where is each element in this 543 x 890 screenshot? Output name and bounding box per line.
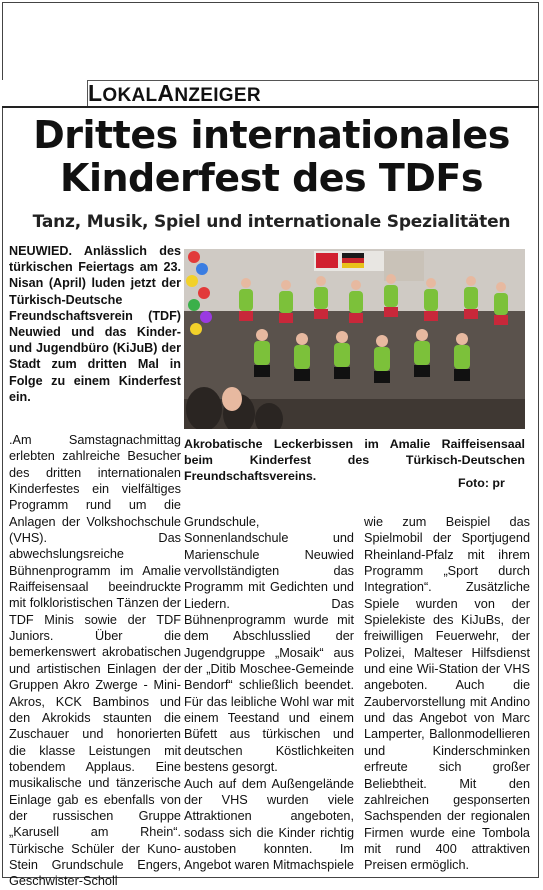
headline: [0, 114, 543, 200]
body-paragraph: wie zum Beispiel das Spielmobil der Sportjugend Rheinland-Pfalz mit ihrem Programm „Sport durch Integration“. Zusätzliche Spiele wurden von der Spielekiste des KiJuBs, der freiwilligen Feuerwehr, der Polizei, Malteser Hilfsdienst und eine Wii-Station der VHS angeboten. Auch die Zaubervorstellung mit Andino und das Angebot von Marc Lamperter, Ballonmodellieren und Kinderschminken erfreute sich großer Beliebtheit. Mit den zahlreichen gesponserten Sachspenden der regionalen Firmen wurde eine Tombola mit rund 400 attraktiven Preisen ermöglich.: [364, 515, 530, 873]
masthead-left-box: [2, 80, 88, 106]
body-paragraph: Auch auf dem Außengelände der VHS wurden viele Attraktionen angeboten, sodass sich die Kinder richtig austoben konnten. Im Angebot waren Mitmachspiele: [184, 776, 354, 873]
lead-paragraph: NEUWIED. Anlässlich des türkischen Feiertags am 23. Nisan (April) luden jetzt der Türkisch-Deutsche Freundschaftsverein (TDF) Neuwied und das Kinder- und Jugendbüro (KiJuB) der Stadt zum dritten Mal in Folge zu einem Kinderfest ein.: [9, 244, 181, 404]
body-column-2: [184, 514, 354, 874]
masthead: [88, 80, 261, 106]
article-photo: [184, 249, 525, 429]
headline-line-1: Drittes internationales: [33, 113, 510, 157]
photo-illustration: [184, 249, 525, 429]
body-column-3: [364, 514, 530, 874]
masthead-title: LOKALANZEIGER: [88, 80, 261, 106]
headline-line-2: Kinderfest des TDFs: [60, 156, 483, 200]
masthead-rule-bottom: [2, 106, 539, 108]
photo-caption: Akrobatische Leckerbissen im Amalie Raiffeisensaal beim Kinderfest des Türkisch-Deutschen Freundschaftsvereins.: [184, 437, 525, 483]
body-paragraph: .Am Samstagnachmittag erlebten zahlreiche Besucher des dritten internationalen Kinderfestes ein vielfältiges Programm rund um die Anlagen der Volkshochschule (VHS). Das abwechslungsreiche Bühnenprogramm im Amalie Raiffeisensaal beeindruckte mit folkloristischen Tänzen der TDF Minis sowie der TDF Juniors. Über die bemerkenswert akrobatischen und artistischen Einlagen der Gruppen Akro Zwerge - Mini-Akros, KCK Bambinos und den Akrokids staunten die Zuschauer und honorierten die klasse Leistungen mit tobendem Applaus. Eine musikalische und tänzerische Einlage gab es ebenfalls von der russischen Gruppe „Karusell am Rhein“. Türkische Schüler der Kuno-Stein Grundschule Engers, Geschwister-Scholl: [9, 433, 181, 889]
subheadline: Tanz, Musik, Spiel und internationale Spezialitäten: [32, 212, 511, 232]
body-paragraph: Grundschule, Sonnenlandschule und Marienschule Neuwied vervollständigten das Programm mit Gedichten und Liedern. Das Bühnenprogramm wurde mit dem Abschlusslied der Jugendgruppe „Mosaik“ aus der „Ditib Moschee-Gemeinde Bendorf“ schließlich beendet. Für das leibliche Wohl war mit einem Teestand und einem Büfett aus türkischen und deutschen Köstlichkeiten bestens gesorgt.: [184, 515, 354, 775]
body-column-1: [9, 432, 181, 890]
photo-credit: Foto: pr: [458, 476, 505, 490]
